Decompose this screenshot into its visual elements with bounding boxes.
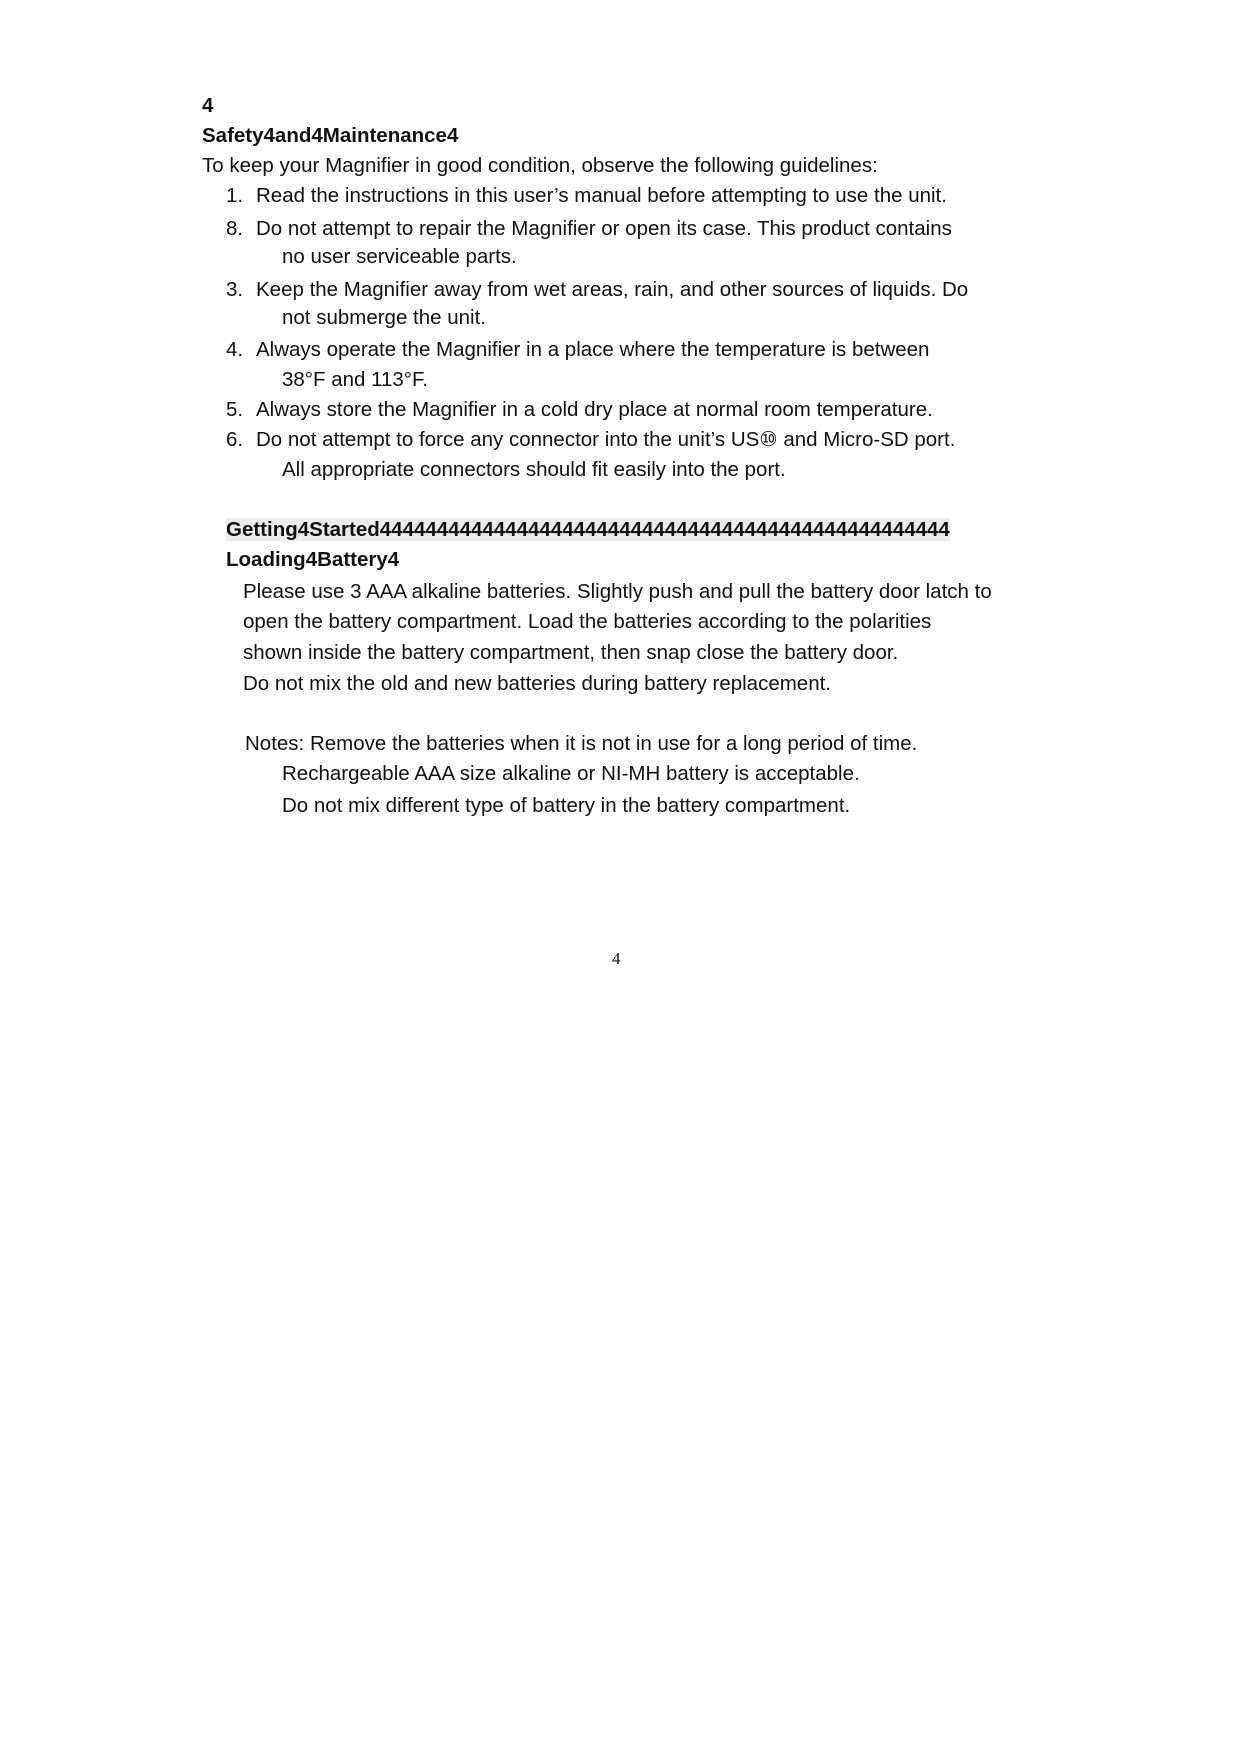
list-item-continuation: no user serviceable parts. <box>282 245 517 268</box>
list-item-number: 8. <box>226 217 244 240</box>
list-item-text: Always store the Magnifier in a cold dry place at normal room temperature. <box>256 398 933 421</box>
list-item-text: Do not attempt to repair the Magnifier or open its case. This product contains <box>256 217 952 240</box>
list-item <box>226 215 952 243</box>
section-title: Safety4and4Maintenance4 <box>202 124 459 147</box>
list-item <box>226 336 929 364</box>
loading-battery-heading: Loading4Battery4 <box>226 548 400 571</box>
getting-started-heading-text: Getting4Started44444444444444444444444444444444444444444444444444 <box>226 518 950 541</box>
paragraph-line: shown inside the battery compartment, then snap close the battery door. <box>243 641 899 664</box>
getting-started-heading <box>226 516 950 544</box>
list-item-text: Do not attempt to force any connector into the unit’s US⑩ and Micro-SD port. <box>256 428 956 451</box>
list-item-number: 4. <box>226 338 244 361</box>
page-number: 4 <box>612 949 621 968</box>
list-item-number: 5. <box>226 398 244 421</box>
paragraph-line: open the battery compartment. Load the batteries according to the polarities <box>243 610 932 633</box>
paragraph-line: Please use 3 AAA alkaline batteries. Slightly push and pull the battery door latch to <box>243 580 992 603</box>
notes-line: Do not mix different type of battery in the battery compartment. <box>282 794 851 817</box>
notes-line: Rechargeable AAA size alkaline or NI-MH battery is acceptable. <box>282 762 860 785</box>
list-item <box>226 182 947 210</box>
list-item-continuation: All appropriate connectors should fit easily into the port. <box>282 458 786 481</box>
paragraph-line: Do not mix the old and new batteries during battery replacement. <box>243 672 831 695</box>
list-item-number: 3. <box>226 278 244 301</box>
list-item-number: 6. <box>226 428 244 451</box>
list-item-continuation: not submerge the unit. <box>282 306 486 329</box>
list-item <box>226 276 968 304</box>
list-item-text: Keep the Magnifier away from wet areas, rain, and other sources of liquids. Do <box>256 278 969 301</box>
list-item-continuation: 38°F and 113°F. <box>282 368 428 391</box>
list-item-number: 1. <box>226 184 244 207</box>
top-marker: 4 <box>202 94 214 117</box>
intro-text: To keep your Magnifier in good condition, observe the following guidelines: <box>202 154 878 177</box>
list-item <box>226 396 933 424</box>
notes-line: Notes: Remove the batteries when it is not in use for a long period of time. <box>245 732 918 755</box>
list-item-text: Read the instructions in this user’s manual before attempting to use the unit. <box>256 184 947 207</box>
list-item-text: Always operate the Magnifier in a place where the temperature is between <box>256 338 930 361</box>
list-item <box>226 426 955 454</box>
